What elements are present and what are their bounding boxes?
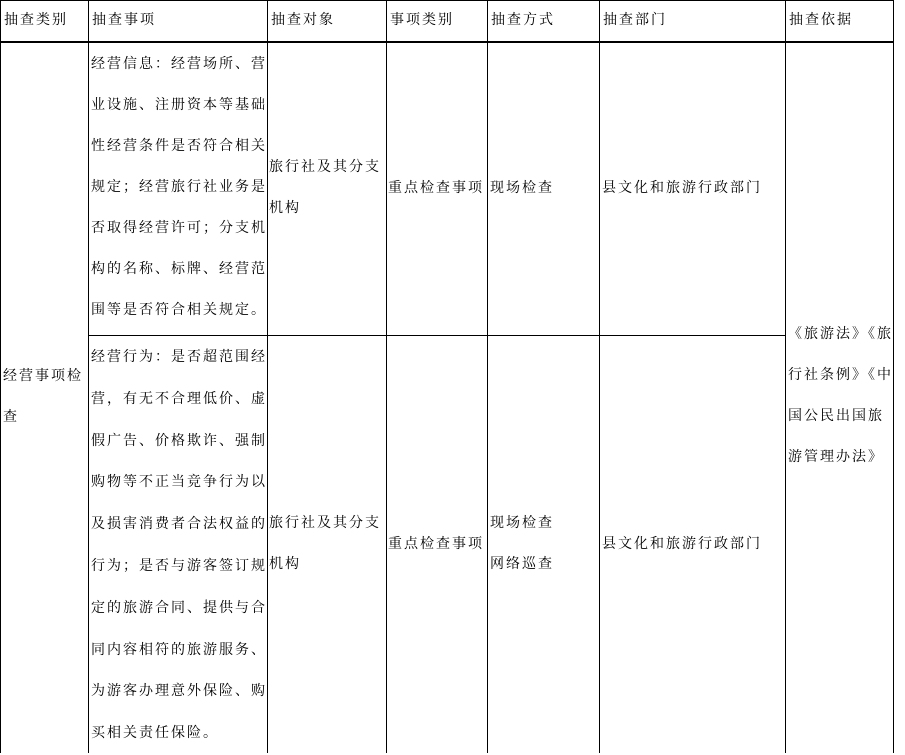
category-line: 查 [3, 409, 19, 425]
item-line: 购物等不正当竞争行为以 [91, 474, 267, 491]
basis-line: 《旅游法》《旅 [788, 326, 893, 342]
item-line: 买相关责任保险。 [91, 725, 219, 742]
basis-line: 国公民出国旅 [788, 408, 884, 424]
category-cell [3, 356, 83, 438]
column-divider [487, 0, 488, 753]
basis-cell [788, 314, 893, 478]
basis-line: 游管理办法》 [788, 449, 884, 465]
header-target: 抽查对象 [271, 12, 335, 28]
item-line: 行为；是否与游客签订规 [91, 557, 267, 574]
type-text: 重点检查事项 [388, 180, 484, 196]
table-border-right [893, 0, 894, 753]
item-line: 否取得经营许可；分支机 [91, 220, 267, 236]
header-department: 抽查部门 [603, 12, 667, 28]
target-line: 机构 [269, 200, 301, 216]
target-line: 旅行社及其分支 [269, 159, 381, 175]
header-method: 抽查方式 [491, 12, 555, 28]
row1-method-cell [490, 168, 554, 209]
row1-item-cell [91, 44, 267, 331]
item-line: 经营信息：经营场所、营 [91, 56, 267, 72]
row2-target-cell [269, 503, 381, 585]
row1-target-cell [269, 147, 381, 229]
header-basis: 抽查依据 [789, 12, 853, 28]
header-item: 抽查事项 [92, 12, 156, 28]
row2-type-cell [388, 524, 484, 565]
header-type: 事项类别 [390, 12, 454, 28]
item-line: 营，有无不合理低价、虚 [91, 390, 267, 407]
method-line: 现场检查 [490, 515, 554, 531]
row1-type-cell [388, 168, 484, 209]
row-divider [88, 335, 786, 336]
item-line: 为游客办理意外保险、购 [91, 683, 267, 700]
column-divider [386, 0, 387, 753]
column-divider [599, 0, 600, 753]
basis-line: 行社条例》《中 [788, 367, 893, 383]
item-line: 业设施、注册资本等基础 [91, 97, 267, 113]
department-text: 县文化和旅游行政部门 [602, 180, 762, 196]
method-line: 现场检查 [490, 180, 554, 196]
item-line: 构的名称、标牌、经营范 [91, 261, 267, 277]
item-line: 同内容相符的旅游服务、 [91, 641, 267, 658]
row1-department-cell [602, 168, 762, 209]
item-line: 及损害消费者合法权益的 [91, 516, 267, 533]
header-divider [0, 41, 894, 43]
item-line: 定的旅游合同、提供与合 [91, 599, 267, 616]
row2-department-cell [602, 524, 762, 565]
item-line: 假广告、价格欺诈、强制 [91, 432, 267, 449]
header-category: 抽查类别 [4, 12, 68, 28]
item-line: 性经营条件是否符合相关 [91, 138, 267, 154]
target-line: 机构 [269, 556, 301, 572]
item-line: 规定；经营旅行社业务是 [91, 179, 267, 195]
row2-method-cell [490, 503, 554, 585]
category-line: 经营事项检 [3, 368, 83, 384]
type-text: 重点检查事项 [388, 536, 484, 552]
table-border-left [0, 0, 1, 753]
column-divider [88, 0, 89, 753]
target-line: 旅行社及其分支 [269, 515, 381, 531]
department-text: 县文化和旅游行政部门 [602, 536, 762, 552]
column-divider [785, 0, 786, 753]
item-line: 经营行为：是否超范围经 [91, 349, 267, 365]
item-line: 围等是否符合相关规定。 [91, 302, 267, 318]
column-divider [267, 0, 268, 753]
method-line: 网络巡查 [490, 556, 554, 572]
row2-item-cell [91, 337, 267, 755]
